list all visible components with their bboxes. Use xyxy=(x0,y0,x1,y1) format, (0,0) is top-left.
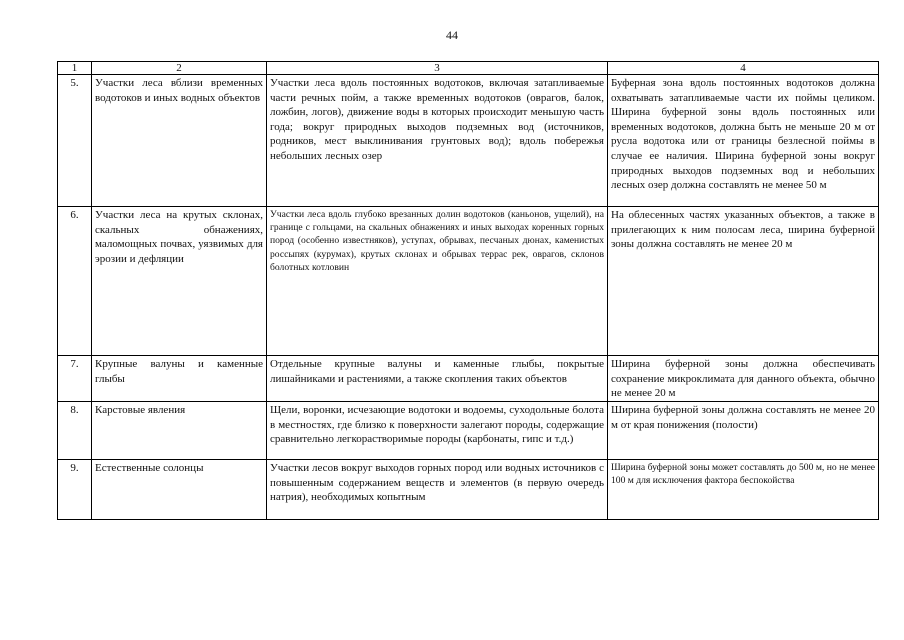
column-header-2: 2 xyxy=(92,62,267,75)
object-cell: Участки леса вблизи временных водотоков и иных водных объектов xyxy=(92,75,267,207)
buffer-cell: Ширина буферной зоны должна обеспечивать сохранение микроклимата для данного объекта, обычно не менее 20 м xyxy=(608,356,879,402)
buffer-cell: На облесенных частях указанных объектов, а также в прилегающих к ним полосам леса, ширина буферной зоны должна составлять не менее 20 м xyxy=(608,207,879,356)
object-cell: Карстовые явления xyxy=(92,402,267,460)
row-number: 9. xyxy=(58,460,92,520)
description-cell: Отдельные крупные валуны и каменные глыбы, покрытые лишайниками и растениями, а также скопления таких объектов xyxy=(267,356,608,402)
description-cell: Щели, воронки, исчезающие водотоки и водоемы, суходольные болота в местностях, где близко к поверхности залегают породы, содержащие сравнительно легкорастворимые породы (карбонаты, гипс и т.д.) xyxy=(267,402,608,460)
buffer-zone-table xyxy=(57,61,879,520)
description-cell: Участки лесов вокруг выходов горных пород или водных источников с повышенным содержанием веществ и элементов (в первую очередь натрия), необходимых копытным xyxy=(267,460,608,520)
column-header-3: 3 xyxy=(267,62,608,75)
object-cell: Крупные валуны и каменные глыбы xyxy=(92,356,267,402)
column-header-1: 1 xyxy=(58,62,92,75)
column-header-4: 4 xyxy=(608,62,879,75)
table-row xyxy=(58,402,879,460)
table-row xyxy=(58,207,879,356)
table-row xyxy=(58,356,879,402)
row-number: 5. xyxy=(58,75,92,207)
buffer-cell: Ширина буферной зоны должна составлять не менее 20 м от края понижения (полости) xyxy=(608,402,879,460)
object-cell: Участки леса на крутых склонах, скальных обнажениях, маломощных почвах, уязвимых для эрозии и дефляции xyxy=(92,207,267,356)
buffer-cell: Буферная зона вдоль постоянных водотоков должна охватывать затапливаемые части их поймы целиком. Ширина буферной зоны вдоль постоянных или временных водотоков, должна быть не меньше 20 м от русла водотока или от границы безлесной поймы в случае ее наличия. Ширина буферной зоны вокруг природных выходов подземных вод и небольших лесных озер должна составлять не менее 50 м xyxy=(608,75,879,207)
object-cell: Естественные солонцы xyxy=(92,460,267,520)
table-header-row xyxy=(58,62,879,75)
row-number: 7. xyxy=(58,356,92,402)
row-number: 6. xyxy=(58,207,92,356)
table-row xyxy=(58,75,879,207)
buffer-cell: Ширина буферной зоны может составлять до 500 м, но не менее 100 м для исключения фактора беспокойства xyxy=(608,460,879,520)
table-row xyxy=(58,460,879,520)
page-number: 44 xyxy=(446,28,458,42)
description-cell: Участки леса вдоль постоянных водотоков, включая затапливаемые части речных пойм, а также временных водотоков (оврагов, балок, ложбин, логов), движение воды в которых происходит меньшую часть года; вокруг природных выходов подземных вод (источников, родников, мест выклинивания грунтовых вод); вдоль побережья небольших лесных озер xyxy=(267,75,608,207)
description-cell: Участки леса вдоль глубоко врезанных долин водотоков (каньонов, ущелий), на границе с гольцами, на скальных обнажениях и иных выходах коренных горных пород (особенно известняков), уступах, обрывах, песчаных дюнах, каменистых россыпях (курумах), крутых склонах и обрывах террас рек, оврагов, склонов болотных котловин xyxy=(267,207,608,356)
row-number: 8. xyxy=(58,402,92,460)
